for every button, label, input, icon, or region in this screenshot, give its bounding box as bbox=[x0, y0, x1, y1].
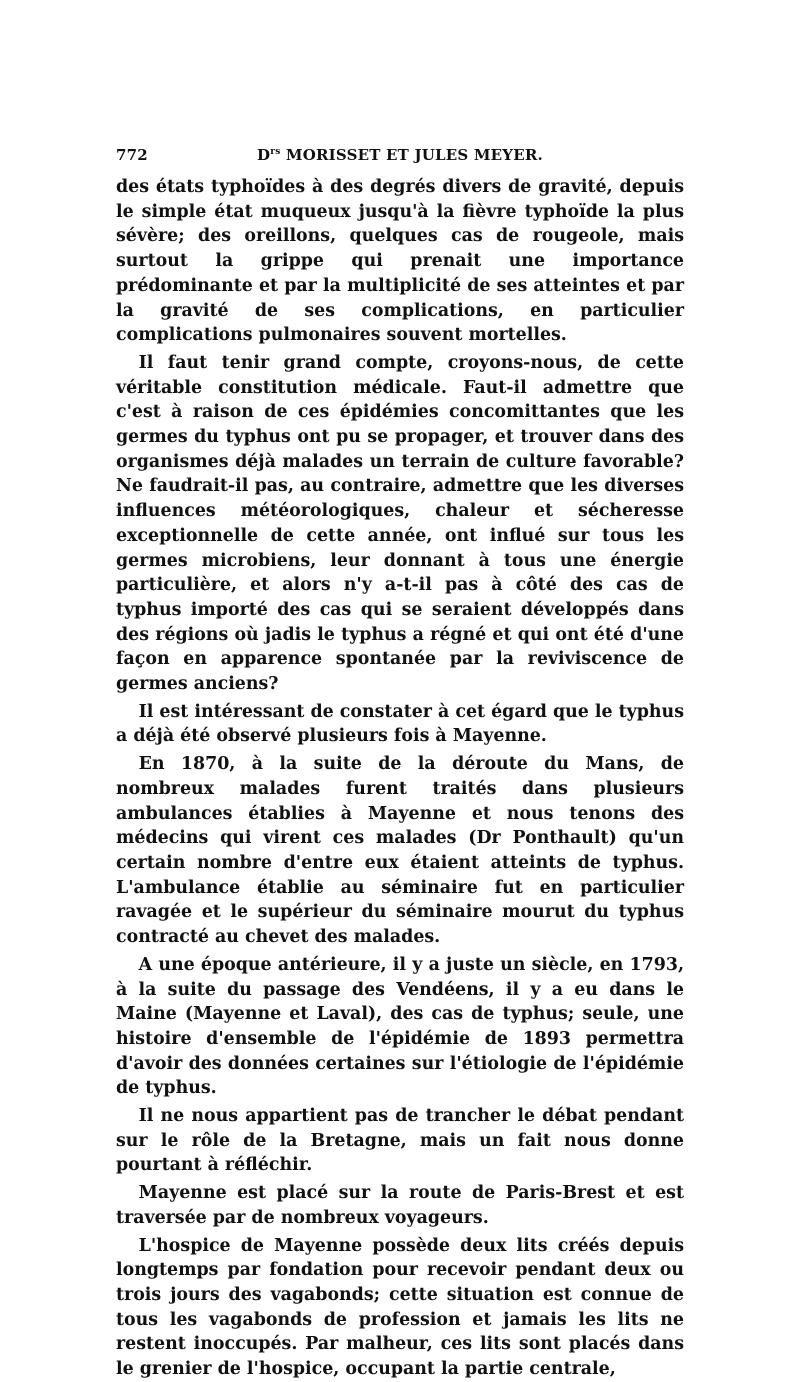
paragraph: L'hospice de Mayenne possède deux lits créés depuis longtemps par fondation pour recevoir pendant deux ou trois jours des vagabonds; cette situation est connue de tous les vagabonds de profession et jamais les lits ne restent inoccupés. Par malheur, ces lits sont placés dans le grenier de l'hospice, occupant la partie centrale, bbox=[116, 1235, 684, 1380]
paragraph: Mayenne est placé sur la route de Paris-Brest et est traversée par de nombreux voyageurs. bbox=[116, 1183, 684, 1228]
paragraph: En 1870, à la suite de la déroute du Mans, de nombreux malades furent traités dans plusieurs ambulances établies à Mayenne et nous tenons des médecins qui virent ces malades (Dr Ponthault) qu'un certain nombre d'entre eux étaient atteints de typhus. L'ambulance établie au séminaire fut en particulier ravagée et le supérieur du séminaire mourut du typhus contracté au chevet des malades. bbox=[116, 754, 684, 948]
paragraph: A une époque antérieure, il y a juste un siècle, en 1793, à la suite du passage des Vendéens, il y a eu dans le Maine (Mayenne et Laval), des cas de typhus; seule, une histoire d'ensemble de l'épidémie de 1893 permettra d'avoir des données certaines sur l'étiologie de l'épidémie de typhus. bbox=[116, 954, 684, 1099]
running-head-title-text: MORISSET ET JULES MEYER. bbox=[285, 146, 543, 164]
running-head bbox=[116, 146, 684, 168]
body-text bbox=[116, 175, 684, 1382]
paragraph: Il ne nous appartient pas de trancher le débat pendant sur le rôle de la Bretagne, mais un fait nous donne pourtant à réfléchir. bbox=[116, 1106, 684, 1176]
running-head-title bbox=[116, 146, 684, 164]
running-head-title-prefix: D bbox=[257, 146, 271, 164]
paragraph-continued: des états typhoïdes à des degrés divers de gravité, depuis le simple état muqueux jusqu'à la fièvre typhoïde la plus sévère; des oreillons, quelques cas de rougeole, mais surtout la grippe qui prenait une importance prédominante et par la multiplicité de ses atteintes et par la gravité de ses complications, en particulier complications pulmonaires souvent mortelles. bbox=[116, 177, 684, 346]
page-number: 772 bbox=[116, 146, 148, 164]
paragraph: Il faut tenir grand compte, croyons-nous, de cette véritable constitution médicale. Faut-il admettre que c'est à raison de ces épidémies concomittantes que les germes du typhus ont pu se propager, et trouver dans des organismes déjà malades un terrain de culture favorable? Ne faudrait-il pas, au contraire, admettre que les diverses influences météorologiques, chaleur et sécheresse exceptionnelle de cette année, ont influé sur tous les germes microbiens, leur donnant à tous une énergie particulière, et alors n'y a-t-il pas à côté des cas de typhus importé des cas qui se seraient développés dans des régions où jadis le typhus a régné et qui ont été d'une façon en apparence spontanée par la reviviscence de germes anciens? bbox=[116, 352, 684, 695]
running-head-title-superscript: rs bbox=[270, 147, 281, 157]
paragraph: Il est intéressant de constater à cet égard que le typhus a déjà été observé plusieurs fois à Mayenne. bbox=[116, 701, 684, 747]
